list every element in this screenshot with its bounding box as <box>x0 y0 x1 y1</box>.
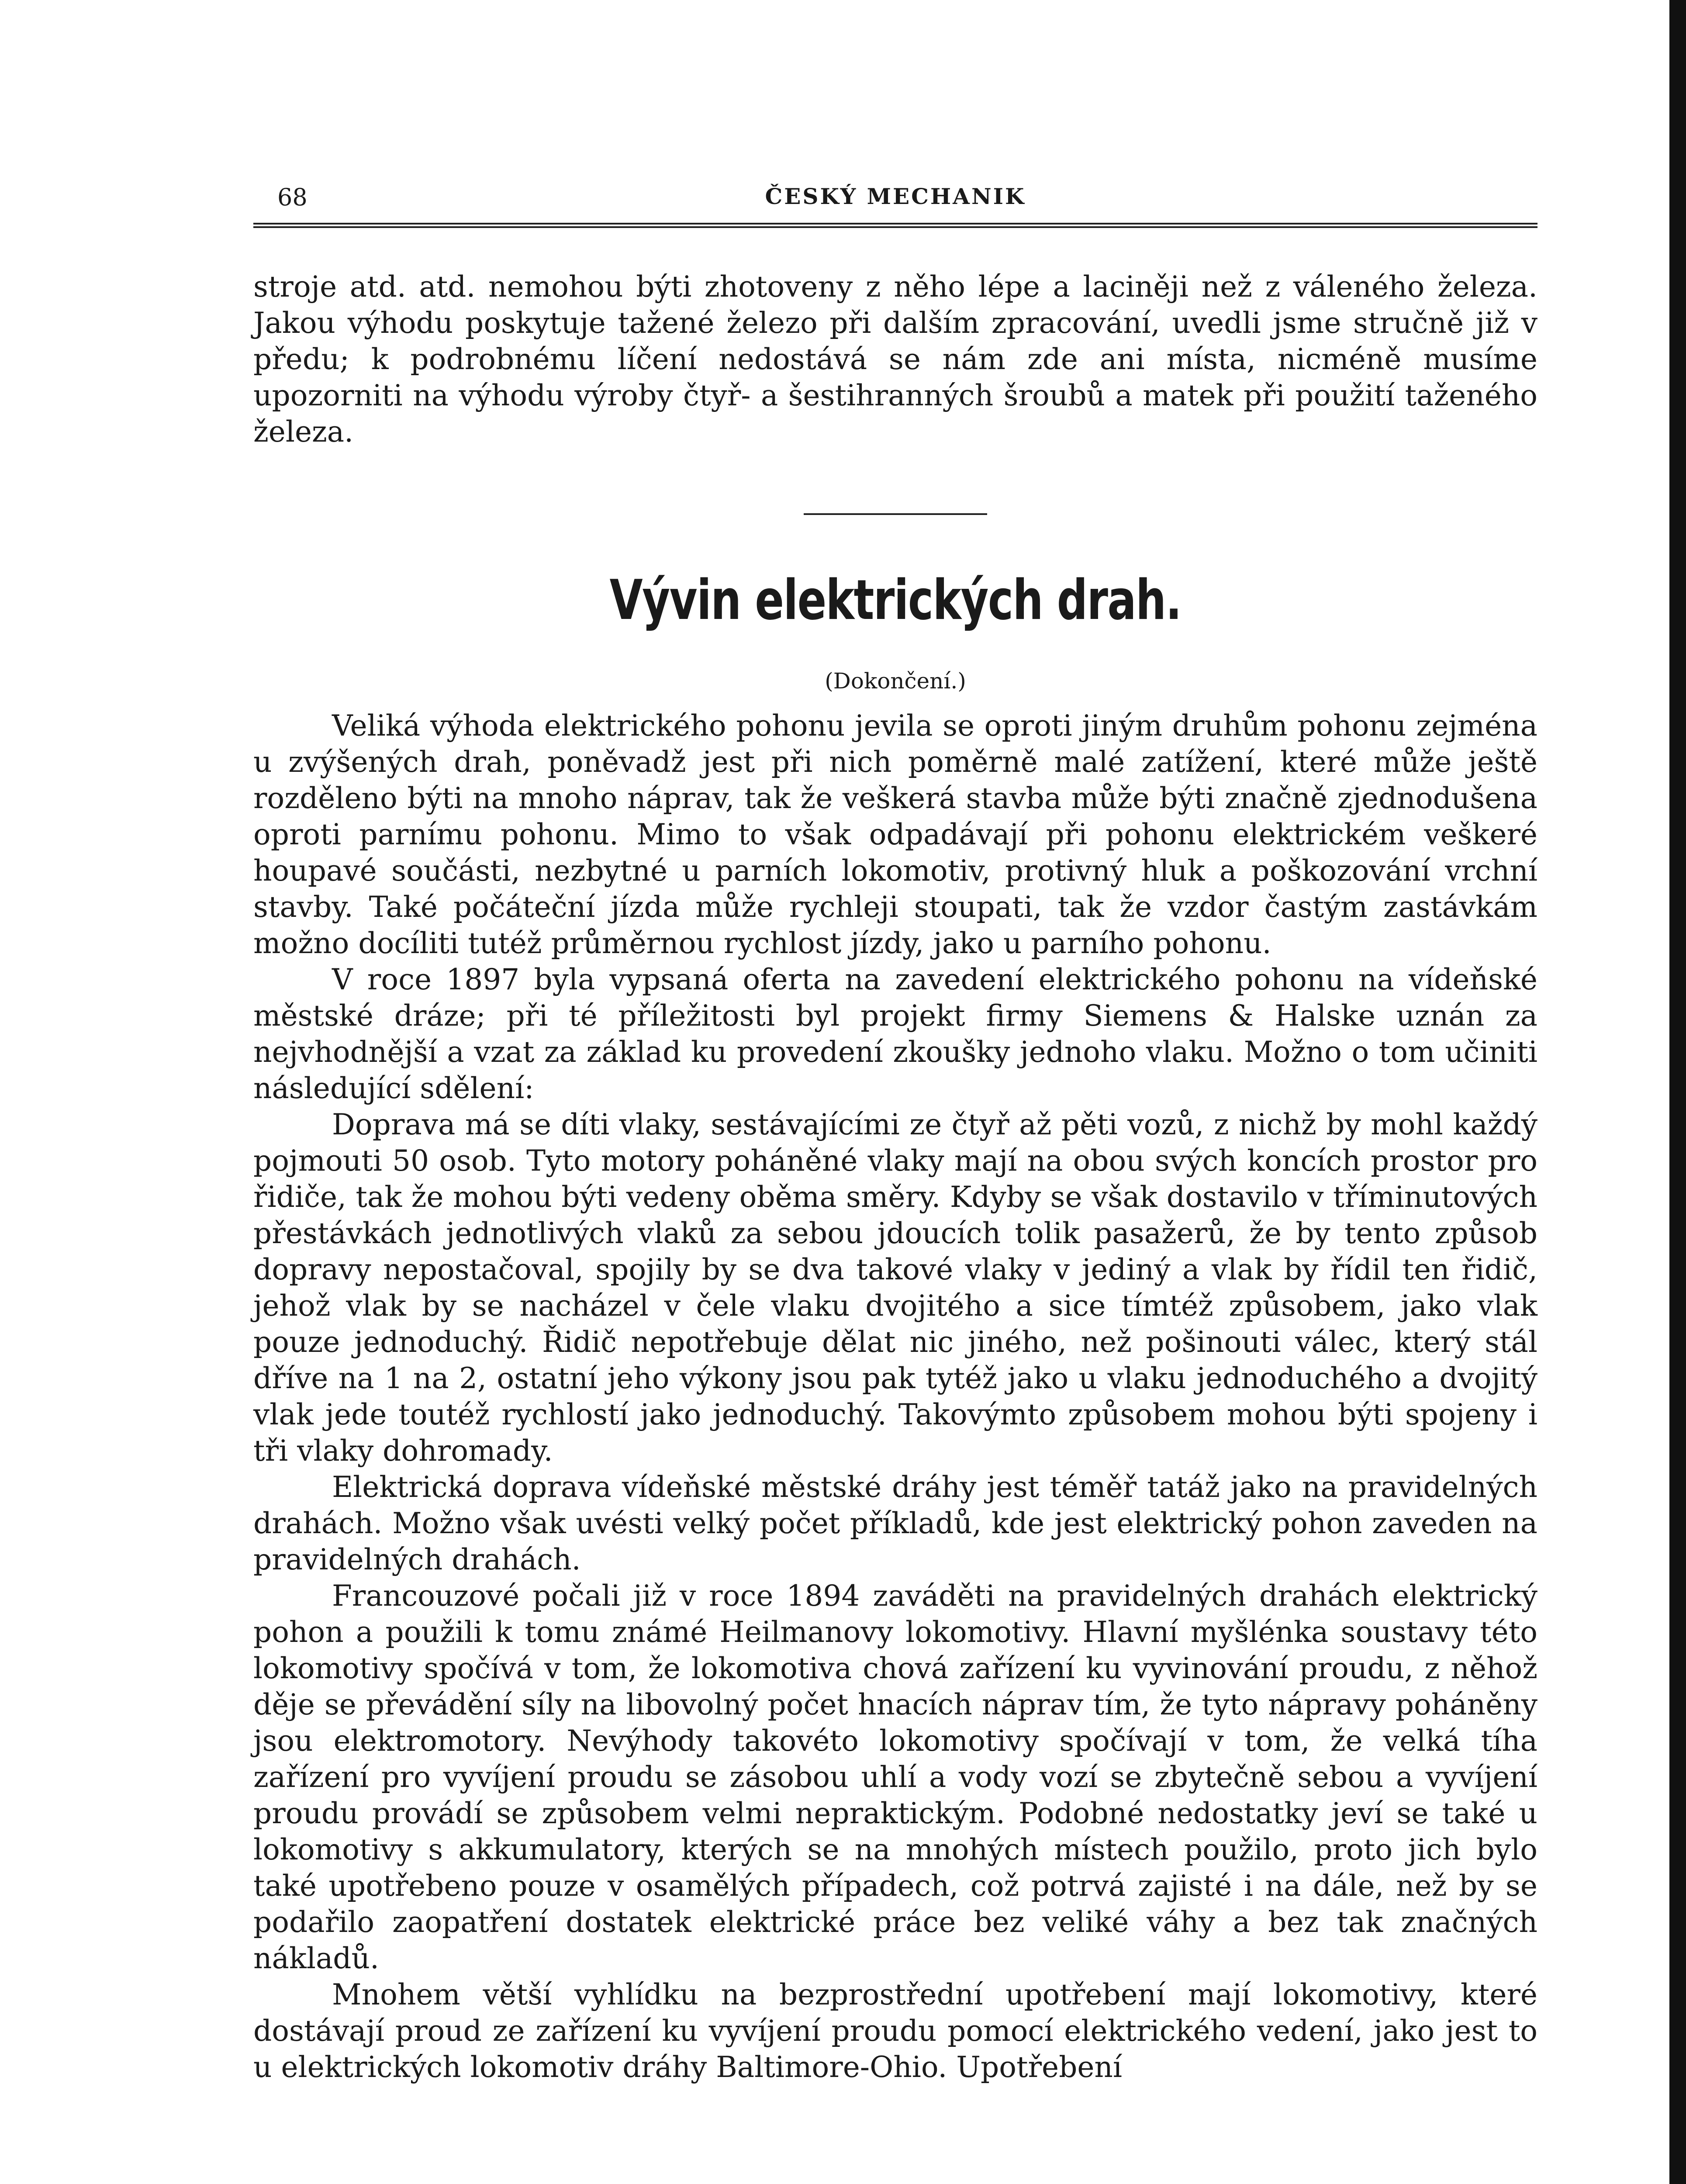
article-title: Vývin elektrických drah. <box>609 568 1182 632</box>
paragraph: Elektrická doprava vídeňské městské dráhy jest téměř tatáž jako na pravidelných drahách. Možno však uvésti velký počet příkladů, kde jest elektrický pohon zaveden na pravidelných drahách. <box>253 1470 1537 1576</box>
header-rule <box>253 223 1537 228</box>
paragraph: Francouzové počali již v roce 1894 zaváděti na pravidelných drahách elektrický pohon a použili k tomu známé Heilmanovy lokomotivy. Hlavní myšlénka soustavy této lokomotivy spočívá v tom, že lokomotiva chová zařízení ku vyvinování proudu, z něhož děje se převádění síly na libovolný počet hnacích náprav tím, že tyto nápravy poháněny jsou elektromotory. Nevýhody takovéto lokomotivy spočívají v tom, že velká tíha zařízení pro vyvíjení proudu se zásobou uhlí a vody vozí se zbytečně sebou a vyvíjení proudu provádí se způsobem velmi nepraktickým. Podobné nedostatky jeví se také u lokomotivy s akkumulatory, kterých se na mnohých místech použilo, proto jich bylo také upotřebeno pouze v osamělých případech, což potrvá zajisté i na dále, než by se podařilo zaopatření dostatek elektrické práce bez veliké váhy a bez tak značných nákladů. <box>253 1579 1537 1975</box>
intro-paragraph-block <box>253 269 1537 450</box>
continued-note: (Dokončení.) <box>825 668 966 694</box>
paragraph: V roce 1897 byla vypsaná oferta na zavedení elektrického pohonu na vídeňské městské dráze; při té příležitosti byl projekt firmy Siemens & Halske uznán za nejvhodnější a vzat za základ ku provedení zkoušky jednoho vlaku. Možno o tom učiniti následující sdělení: <box>253 963 1537 1105</box>
article-body <box>253 708 1537 2085</box>
running-title: ČESKÝ MECHANIK <box>765 183 1026 209</box>
scan-edge <box>1669 0 1686 2184</box>
paragraph: Mnohem větší vyhlídku na bezprostřední upotřebení mají lokomotivy, které dostávají proud ze zařízení ku vyvíjení proudu pomocí elektrického vedení, jako jest to u elektrických lokomotiv dráhy Baltimore-Ohio. Upotřebení <box>253 1978 1537 2084</box>
paragraph: Doprava má se díti vlaky, sestávajícími ze čtyř až pěti vozů, z nichž by mohl každý pojmouti 50 osob. Tyto motory poháněné vlaky mají na obou svých koncích prostor pro řidiče, tak že mohou býti vedeny oběma směry. Kdyby se však dostavilo v tříminutových přestávkách jednotlivých vlaků za sebou jdoucích tolik pasažerů, že by tento způsob dopravy nepostačoval, spojily by se dva takové vlaky v jediný a vlak by řídil ten řidič, jehož vlak by se nacházel v čele vlaku dvojitého a sice tímtéž způsobem, jako vlak pouze jednoduchý. Řidič nepotřebuje dělat nic jiného, než pošinouti válec, který stál dříve na 1 na 2, ostatní jeho výkony jsou pak tytéž jako u vlaku jednoduchého a dvojitý vlak jede toutéž rychlostí jako jednoduchý. Takovýmto způsobem mohou býti spojeny i tři vlaky dohromady. <box>253 1108 1537 1468</box>
section-separator <box>804 513 987 515</box>
intro-paragraph: stroje atd. atd. nemohou býti zhotoveny z něho lépe a laciněji než z váleného železa. Jakou výhodu poskytuje tažené železo při dalším zpracování, uvedli jsme stručně již v předu; k podrobnému líčení nedostává se nám zde ani místa, nicméně musíme upozorniti na výhodu výroby čtyř- a šestihranných šroubů a matek při použití taženého železa. <box>253 270 1537 449</box>
paragraph: Veliká výhoda elektrického pohonu jevila se oproti jiným druhům pohonu zejména u zvýšených drah, poněvadž jest při nich poměrně malé zatížení, které může ještě rozděleno býti na mnoho náprav, tak že veškerá stavba může býti značně zjednodušena oproti parnímu pohonu. Mimo to však odpadávají při pohonu elektrickém veškeré houpavé součásti, nezbytné u parních lokomotiv, protivný hluk a poškozování vrchní stavby. Také počáteční jízda může rychleji stoupati, tak že vzdor častým zastávkám možno docíliti tutéž průměrnou rychlost jízdy, jako u parního pohonu. <box>253 709 1537 960</box>
page-number: 68 <box>277 183 307 211</box>
page-header <box>253 183 1537 214</box>
